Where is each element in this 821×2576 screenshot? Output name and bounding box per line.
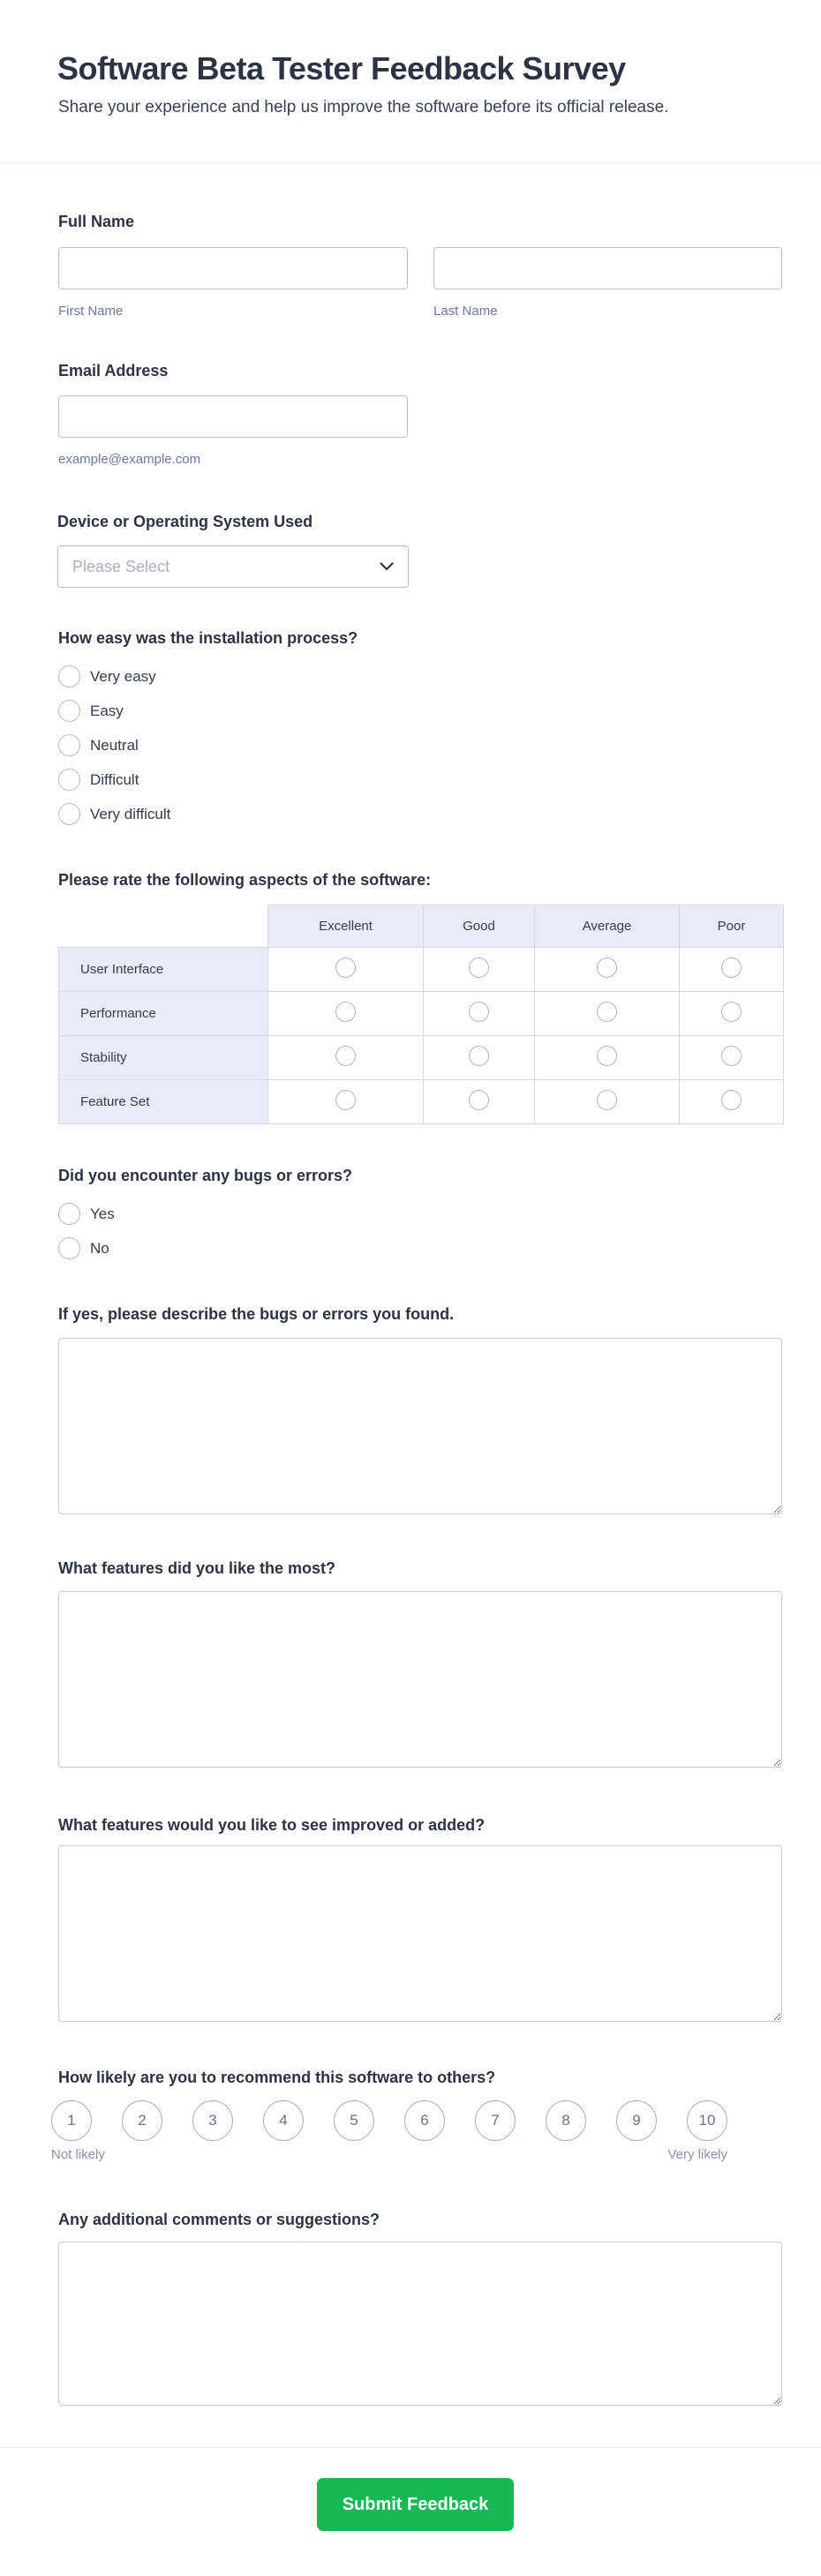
scale-max-label: Very likely (667, 2147, 727, 2162)
email-label: Email Address (58, 362, 169, 379)
matrix-radio[interactable] (597, 958, 617, 978)
improvements-textarea[interactable] (58, 1845, 782, 2022)
matrix-radio[interactable] (335, 958, 356, 978)
radio-label: Very easy (90, 668, 156, 685)
installation-label: How easy was the installation process? (58, 629, 358, 647)
scale-option[interactable] (192, 2100, 233, 2141)
scale-sublabels (51, 2147, 727, 2163)
matrix-column-header: Poor (680, 905, 784, 948)
matrix-radio[interactable] (721, 1046, 742, 1066)
scale-number: 2 (138, 2112, 147, 2129)
scale-number: 4 (279, 2112, 288, 2129)
footer-divider (0, 2447, 821, 2448)
last-name-input[interactable] (433, 247, 782, 289)
scale-number: 7 (491, 2112, 500, 2129)
first-name-input[interactable] (58, 247, 408, 289)
matrix-radio[interactable] (469, 1090, 489, 1110)
matrix-radio[interactable] (597, 1090, 617, 1110)
matrix-section (58, 870, 783, 1124)
matrix-radio[interactable] (597, 1002, 617, 1022)
matrix-radio[interactable] (335, 1046, 356, 1066)
last-name-sublabel: Last Name (433, 304, 498, 319)
radio-button[interactable] (58, 1237, 80, 1259)
page-title: Software Beta Tester Feedback Survey (57, 50, 626, 86)
matrix-radio[interactable] (597, 1046, 617, 1066)
radio-label: No (90, 1240, 109, 1257)
radio-button[interactable] (58, 700, 80, 722)
installation-options (58, 665, 782, 825)
email-input[interactable] (58, 395, 408, 438)
recommend-scale (51, 2100, 740, 2141)
scale-number: 3 (208, 2112, 217, 2129)
radio-label: Easy (90, 702, 124, 719)
page-subtitle: Share your experience and help us improve the software before its official release. (58, 98, 669, 116)
improvements-label: What features would you like to see improved or added? (58, 1816, 486, 1834)
bugs-options (58, 1203, 782, 1259)
scale-number: 5 (350, 2112, 358, 2129)
email-sublabel: example@example.com (58, 452, 201, 467)
scale-option[interactable] (51, 2100, 92, 2141)
liked-features-section (58, 1558, 782, 1768)
bug-details-section (58, 1304, 782, 1514)
scale-min-label: Not likely (51, 2147, 105, 2162)
matrix-row-label: Stability (59, 1036, 268, 1080)
device-select[interactable] (57, 545, 409, 588)
matrix-row-label: Performance (59, 992, 268, 1036)
liked-features-label: What features did you like the most? (58, 1559, 336, 1577)
bug-details-textarea[interactable] (58, 1338, 782, 1514)
device-section (57, 512, 781, 588)
matrix-radio[interactable] (469, 1002, 489, 1022)
recommend-section (51, 2068, 740, 2163)
radio-button[interactable] (58, 769, 80, 791)
comments-section (58, 2210, 782, 2406)
radio-button[interactable] (58, 1203, 80, 1225)
matrix-body (59, 948, 784, 1124)
matrix-row-label: Feature Set (59, 1080, 268, 1124)
rating-table (58, 905, 784, 1124)
device-label: Device or Operating System Used (57, 513, 313, 530)
bug-details-label: If yes, please describe the bugs or errors you found. (58, 1305, 455, 1323)
radio-button[interactable] (58, 665, 80, 687)
scale-option[interactable] (616, 2100, 657, 2141)
submit-button[interactable]: Submit Feedback (317, 2478, 514, 2531)
matrix-row (59, 1080, 784, 1124)
scale-number: 1 (67, 2112, 76, 2129)
scale-number: 10 (698, 2112, 716, 2129)
matrix-corner-cell (59, 905, 268, 948)
scale-number: 6 (420, 2112, 429, 2129)
full-name-section (58, 212, 782, 319)
matrix-column-header: Average (535, 905, 680, 948)
matrix-radio[interactable] (335, 1090, 356, 1110)
matrix-row (59, 992, 784, 1036)
matrix-row (59, 948, 784, 992)
scale-number: 9 (632, 2112, 641, 2129)
radio-button[interactable] (58, 803, 80, 825)
matrix-radio[interactable] (335, 1002, 356, 1022)
matrix-radio[interactable] (721, 958, 742, 978)
full-name-label: Full Name (58, 213, 135, 230)
radio-label: Difficult (90, 771, 139, 788)
radio-label: Yes (90, 1205, 115, 1222)
comments-label: Any additional comments or suggestions? (58, 2211, 380, 2228)
comments-textarea[interactable] (58, 2242, 782, 2406)
radio-option[interactable] (58, 1237, 782, 1259)
scale-option[interactable] (475, 2100, 516, 2141)
radio-option[interactable] (58, 1203, 782, 1225)
scale-option[interactable] (546, 2100, 586, 2141)
matrix-radio[interactable] (469, 958, 489, 978)
scale-option[interactable] (334, 2100, 374, 2141)
radio-option[interactable] (58, 734, 782, 756)
matrix-radio[interactable] (469, 1046, 489, 1066)
device-select-placeholder: Please Select (72, 557, 170, 575)
bugs-label: Did you encounter any bugs or errors? (58, 1167, 353, 1184)
scale-number: 8 (561, 2112, 570, 2129)
scale-option[interactable] (263, 2100, 304, 2141)
matrix-column-header: Good (424, 905, 535, 948)
liked-features-textarea[interactable] (58, 1591, 782, 1768)
scale-option[interactable] (687, 2100, 727, 2141)
radio-label: Very difficult (90, 806, 171, 822)
installation-section (58, 628, 782, 837)
matrix-column-header: Excellent (268, 905, 424, 948)
radio-option[interactable] (58, 769, 782, 791)
matrix-row (59, 1036, 784, 1080)
radio-button[interactable] (58, 734, 80, 756)
matrix-header-row (59, 905, 784, 948)
scale-option[interactable] (122, 2100, 162, 2141)
matrix-radio[interactable] (721, 1002, 742, 1022)
matrix-radio[interactable] (721, 1090, 742, 1110)
recommend-label: How likely are you to recommend this software to others? (58, 2069, 496, 2086)
improvements-section (58, 1815, 782, 2022)
scale-option[interactable] (404, 2100, 445, 2141)
email-section (58, 361, 782, 468)
bugs-section (58, 1166, 782, 1272)
chevron-down-icon (380, 562, 394, 571)
first-name-sublabel: First Name (58, 304, 124, 319)
radio-label: Neutral (90, 737, 139, 754)
full-name-row (58, 247, 782, 319)
radio-option[interactable] (58, 803, 782, 825)
radio-option[interactable] (58, 665, 782, 687)
header-divider (0, 162, 821, 163)
matrix-label: Please rate the following aspects of the software: (58, 871, 432, 889)
matrix-row-label: User Interface (59, 948, 268, 992)
radio-option[interactable] (58, 700, 782, 722)
